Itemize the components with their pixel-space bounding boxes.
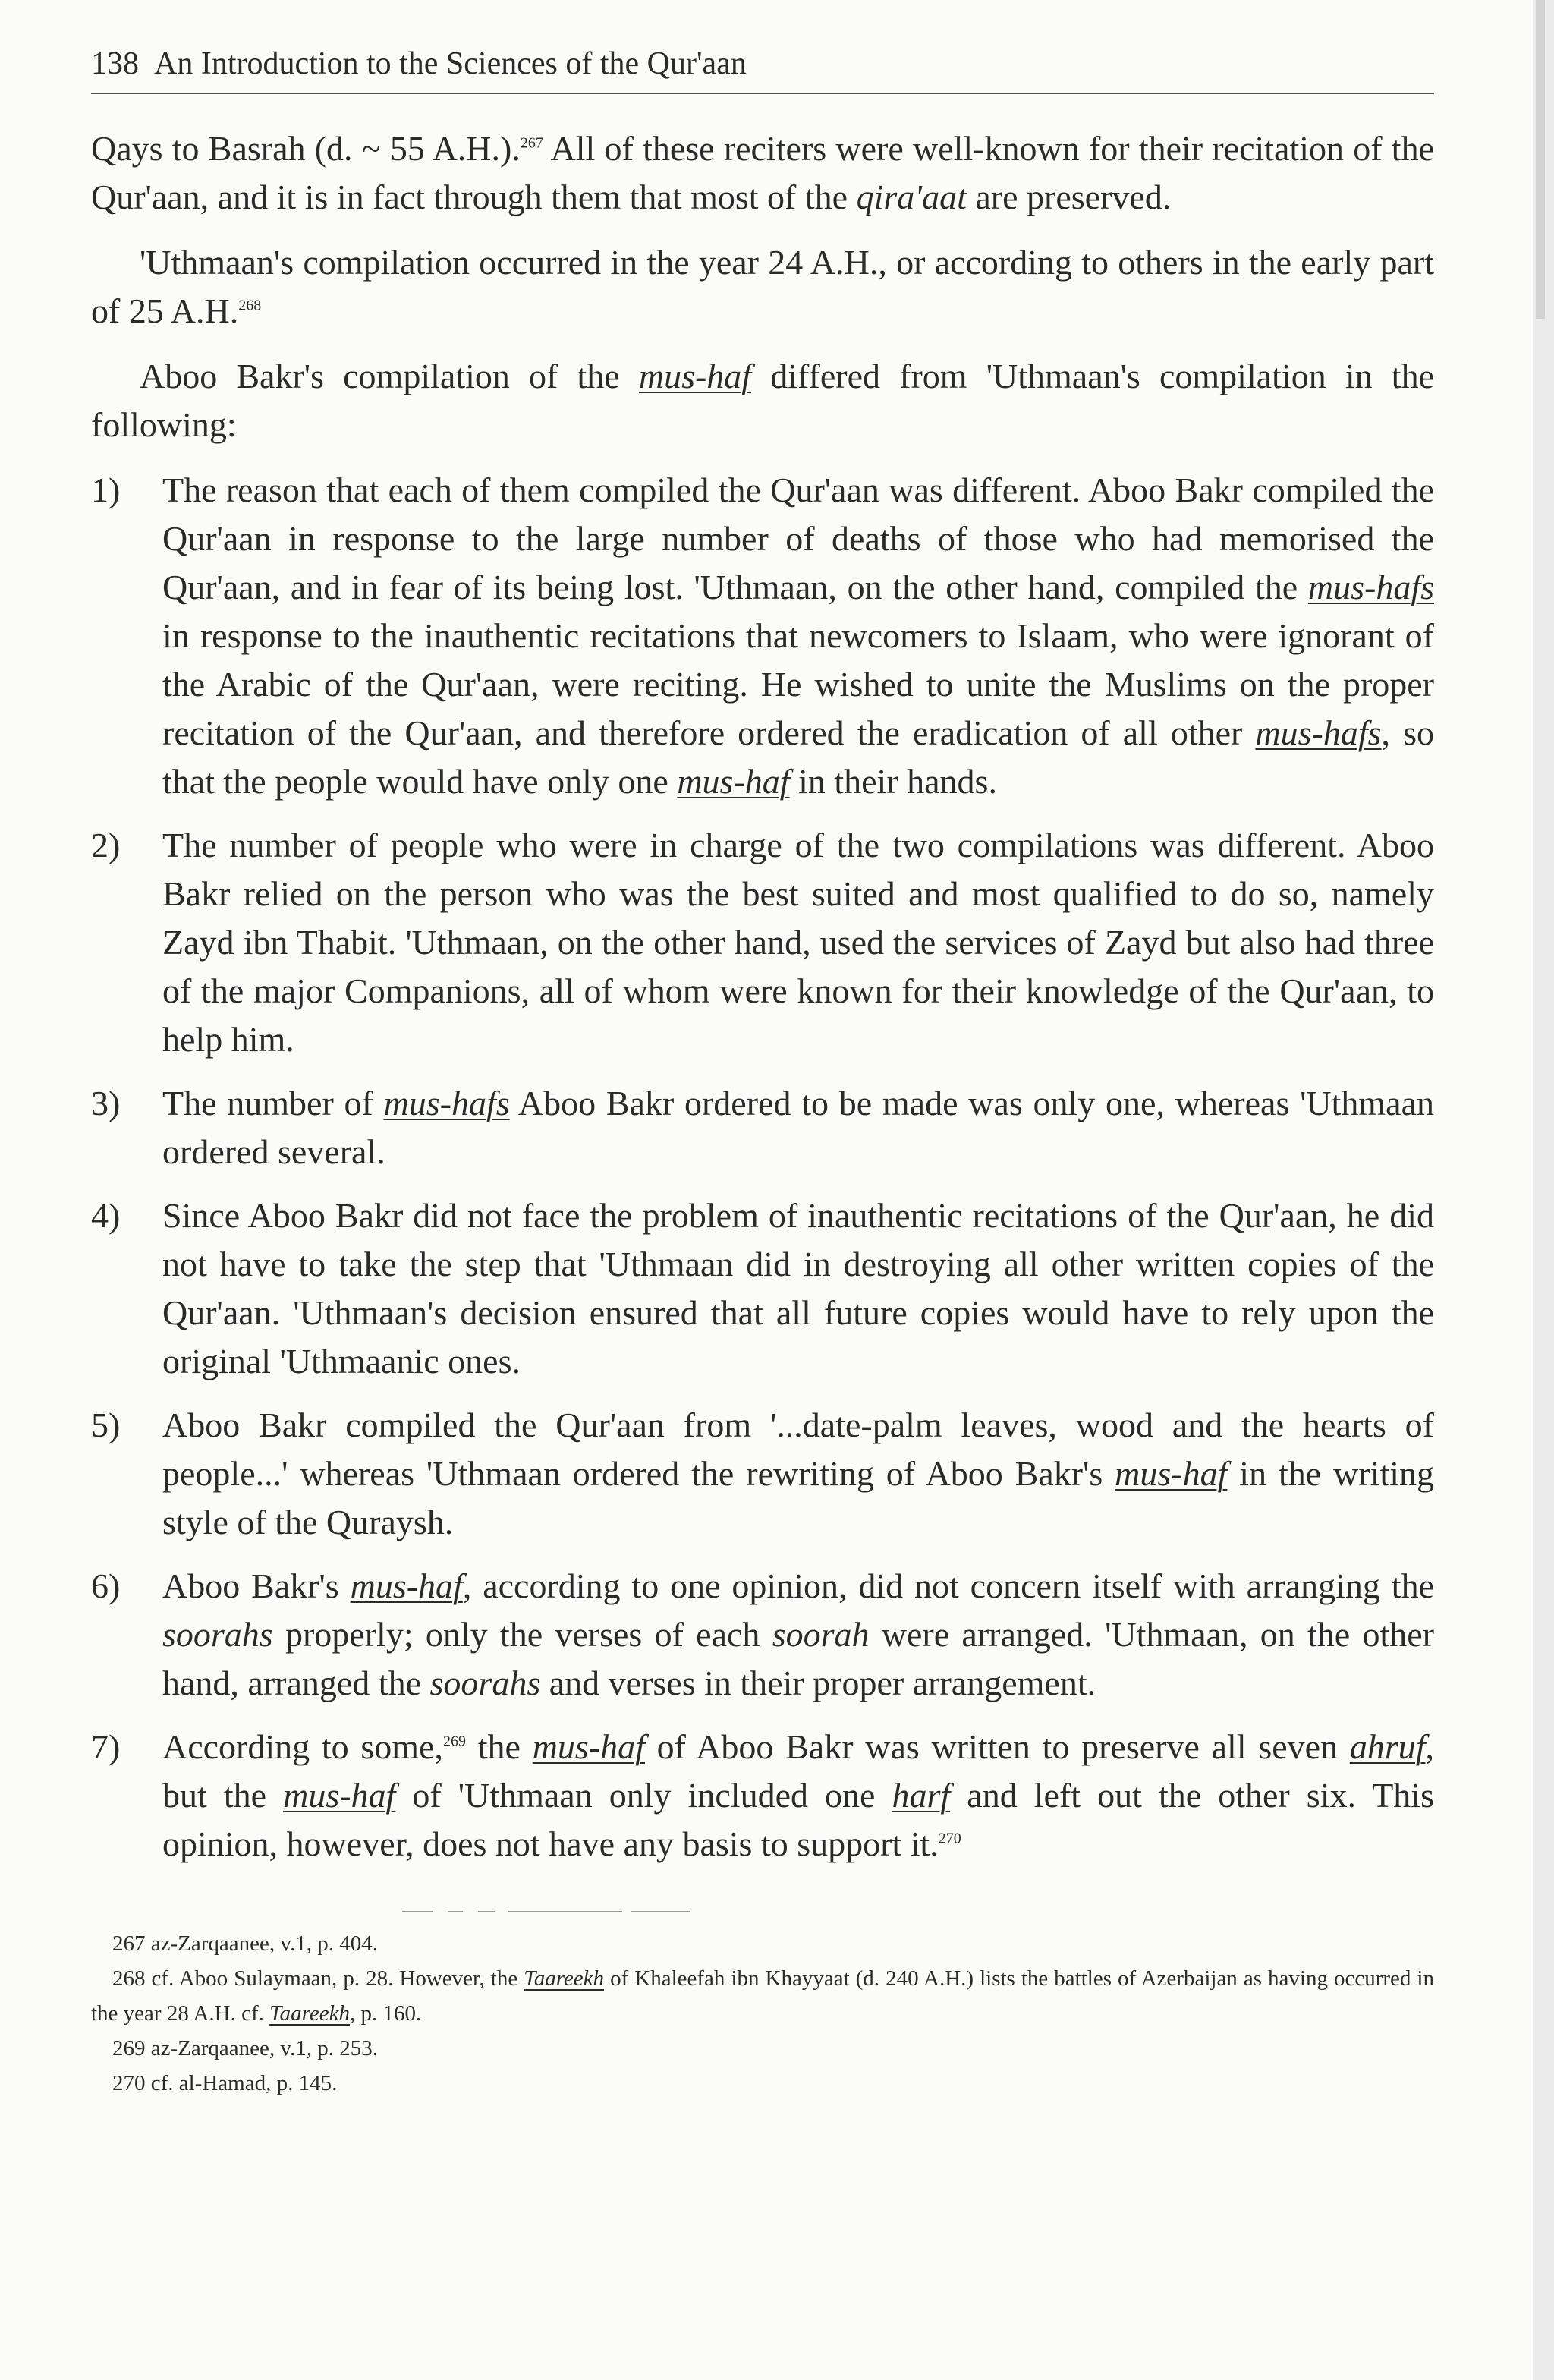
separator-segment (478, 1911, 495, 1912)
footnotes (91, 1926, 1434, 2101)
list-item: 5) Aboo Bakr compiled the Qur'aan from '...date-palm leaves, wood and the hearts of people...' whereas 'Uthmaan ordered the rewriting of Aboo Bakr's mus-haf in the writing style of the Quraysh. (91, 1401, 1434, 1547)
list-marker: 7) (91, 1727, 121, 1766)
book-page (91, 46, 1434, 2101)
footnote-ref-269: 269 (443, 1733, 467, 1750)
list-item: 3) The number of mus-hafs Aboo Bakr ordered to be made was only one, whereas 'Uthmaan ordered several. (91, 1079, 1434, 1176)
term-qiraaat: qira'aat (856, 178, 967, 216)
paragraph-2: 'Uthmaan's compilation occurred in the year 24 A.H., or according to others in the early part of 25 A.H.$^{268}$ (91, 243, 1434, 330)
separator-segment (631, 1911, 690, 1912)
paragraph-3: Aboo Bakr's compilation of the mus-haf differed from 'Uthmaan's compilation in the following: (91, 357, 1434, 444)
footnote-268: 268 cf. Aboo Sulaymaan, p. 28. However, the Taareekh of Khaleefah ibn Khayyaat (d. 240 A.H.) lists the battles of Azerbaijan as having occurred in the year 28 A.H. cf. Taareekh, p. 160. (91, 1966, 1434, 2026)
separator-segment (402, 1911, 433, 1912)
list-item: 7) According to some,$^{269}$ the mus-haf of Aboo Bakr was written to preserve all seven ahruf, but the mus-haf of 'Uthmaan only included one harf and left out the other six. This opinion, however, does not have any basis to support it.$^{270}$ (91, 1723, 1434, 1868)
scanner-edge-bar (1536, 0, 1545, 319)
differences-list (91, 466, 1434, 1868)
term-mushaf: mus-haf (638, 357, 752, 395)
separator-segment (448, 1911, 463, 1912)
running-title: An Introduction to the Sciences of the Qur'aan (154, 46, 747, 81)
list-item: 1) The reason that each of them compiled the Qur'aan was different. Aboo Bakr compiled the Qur'aan in response to the large number of deaths of those who had memorised the Qur'aan, and in fear of its being lost. 'Uthmaan, on the other hand, compiled the mus-hafs in response to the inauthentic recitations that newcomers to Islaam, who were ignorant of the Arabic of the Qur'aan, were reciting. He wished to unite the Muslims on the proper recitation of the Qur'aan, and therefore ordered the eradication of all other mus-hafs, so that the people would have only one mus-haf in their hands. (91, 466, 1434, 806)
list-marker: 6) (91, 1566, 121, 1605)
list-marker: 5) (91, 1406, 121, 1444)
separator-segment (508, 1911, 622, 1912)
footnote-270: 270 cf. al-Hamad, p. 145. (112, 2071, 338, 2095)
footnote-ref-267: 267 (520, 134, 543, 152)
footnote-separator (91, 1896, 1434, 1926)
paragraph-1: Qays to Basrah (d. ~ 55 A.H.).$^{267}$ All of these reciters were well-known for their recitation of the Qur'aan, and it is in fact through them that most of the qira'aat are preserved. (91, 129, 1435, 216)
footnote-267: 267 az-Zarqaanee, v.1, p. 404. (112, 1931, 378, 1956)
scanner-edge (1533, 0, 1554, 2380)
footnote-ref-270: 270 (938, 1830, 961, 1847)
running-header (91, 46, 1434, 94)
body-text (91, 124, 1434, 1868)
list-item: 4) Since Aboo Bakr did not face the problem of inauthentic recitations of the Qur'aan, he did not have to take the step that 'Uthmaan did in destroying all other written copies of the Qur'aan. 'Uthmaan's decision ensured that all future copies would have to rely upon the original 'Uthmaanic ones. (91, 1192, 1434, 1386)
footnote-269: 269 az-Zarqaanee, v.1, p. 253. (112, 2036, 378, 2060)
list-marker: 2) (91, 826, 121, 864)
footnote-ref-268: 268 (238, 297, 262, 314)
list-item: 6) Aboo Bakr's mus-haf, according to one opinion, did not concern itself with arranging the soorahs properly; only the verses of each soorah were arranged. 'Uthmaan, on the other hand, arranged the soorahs and verses in their proper arrangement. (91, 1562, 1434, 1708)
list-marker: 3) (91, 1084, 121, 1122)
list-marker: 1) (91, 471, 121, 509)
page-number: 138 (91, 46, 139, 81)
list-item: 2) The number of people who were in charge of the two compilations was different. Aboo Bakr relied on the person who was the best suited and most qualified to do so, namely Zayd ibn Thabit. 'Uthmaan, on the other hand, used the services of Zayd but also had three of the major Companions, all of whom were known for their knowledge of the Qur'aan, to help him. (91, 821, 1434, 1064)
list-marker: 4) (91, 1196, 121, 1235)
